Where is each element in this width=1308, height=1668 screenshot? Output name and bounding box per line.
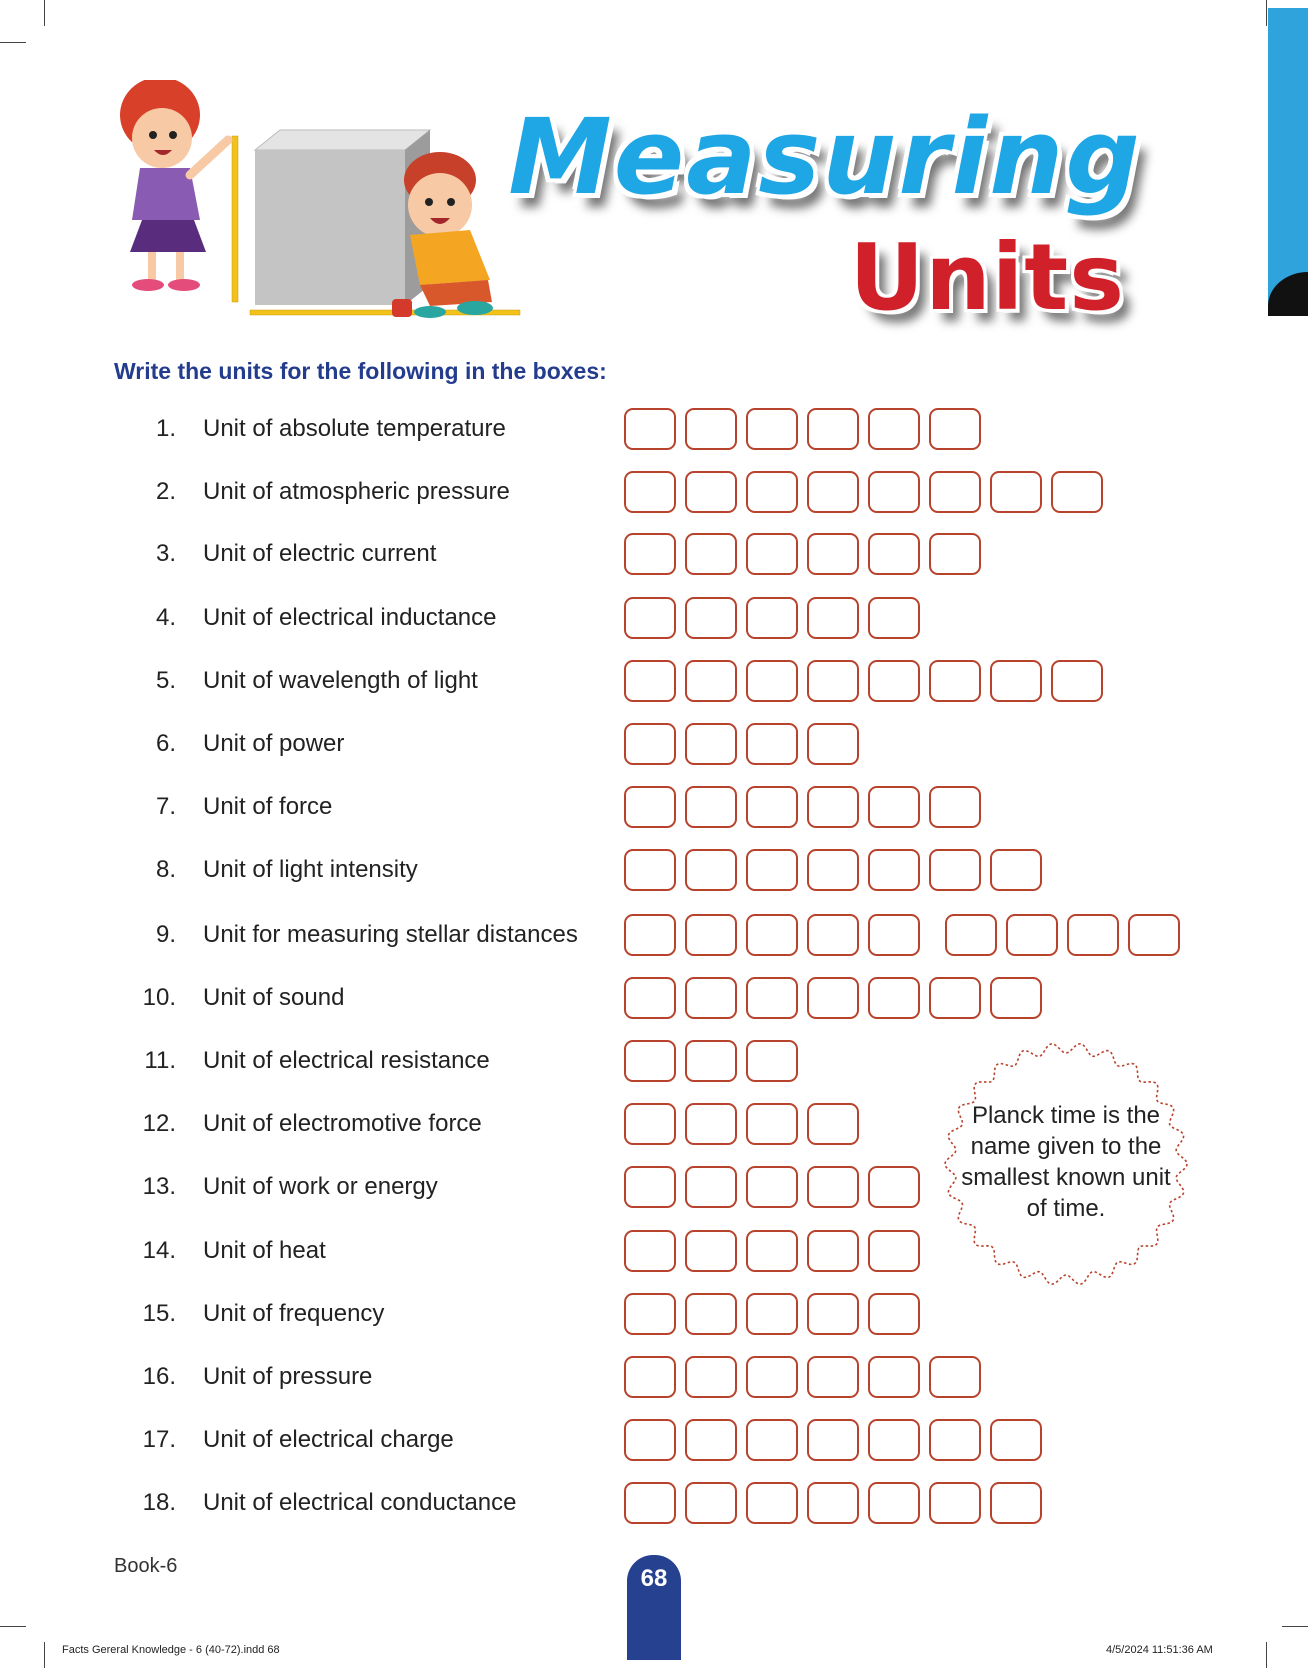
question-number: 8. (155, 856, 176, 883)
answer-letter-box[interactable] (868, 471, 920, 513)
answer-letter-box[interactable] (746, 914, 798, 956)
footer-book-label: Book-6 (114, 1555, 178, 1577)
answer-letter-box[interactable] (929, 660, 981, 702)
answer-letter-box[interactable] (990, 660, 1042, 702)
answer-letter-box[interactable] (807, 849, 859, 891)
answer-letter-box[interactable] (746, 723, 798, 765)
answer-letter-box[interactable] (685, 597, 737, 639)
answer-letter-box[interactable] (746, 786, 798, 828)
question-number: 17. (142, 1426, 176, 1453)
answer-letter-box[interactable] (624, 1482, 676, 1524)
kids-measuring-illustration (120, 80, 540, 330)
question-text: Unit of electromotive force (203, 1110, 482, 1137)
print-slug-file: Facts Gereral Knowledge - 6 (40-72).indd 68 (62, 1644, 280, 1656)
answer-letter-box[interactable] (929, 471, 981, 513)
answer-letter-box[interactable] (746, 977, 798, 1019)
answer-letter-box[interactable] (868, 533, 920, 575)
answer-letter-box[interactable] (685, 977, 737, 1019)
answer-letter-box[interactable] (807, 660, 859, 702)
answer-letter-box[interactable] (945, 914, 997, 956)
question-number: 12. (142, 1110, 176, 1137)
answer-letter-box[interactable] (685, 660, 737, 702)
answer-letter-box[interactable] (624, 471, 676, 513)
answer-letter-box[interactable] (746, 1166, 798, 1208)
answer-letter-box[interactable] (624, 597, 676, 639)
answer-letter-box[interactable] (868, 1482, 920, 1524)
answer-letter-box[interactable] (868, 597, 920, 639)
page-number-tab (627, 1555, 681, 1660)
answer-letter-box[interactable] (685, 849, 737, 891)
answer-letter-box[interactable] (807, 1482, 859, 1524)
question-text: Unit of sound (203, 984, 345, 1011)
answer-letter-box[interactable] (929, 533, 981, 575)
question-number: 18. (142, 1489, 176, 1516)
answer-letter-box[interactable] (807, 723, 859, 765)
answer-letter-box[interactable] (746, 533, 798, 575)
question-number: 15. (142, 1300, 176, 1327)
crop-mark (1282, 1626, 1308, 1627)
answer-letter-box[interactable] (807, 408, 859, 450)
question-text: Unit of electrical inductance (203, 604, 497, 631)
answer-letter-box[interactable] (807, 1356, 859, 1398)
question-row (0, 976, 1190, 1020)
answer-letter-box[interactable] (624, 977, 676, 1019)
answer-letter-box[interactable] (1051, 660, 1103, 702)
answer-letter-box[interactable] (624, 1166, 676, 1208)
question-number: 1. (155, 415, 176, 442)
answer-letter-box[interactable] (868, 1166, 920, 1208)
crop-mark (0, 42, 26, 43)
answer-letter-box[interactable] (990, 1482, 1042, 1524)
answer-letter-box[interactable] (1128, 914, 1180, 956)
answer-letter-box[interactable] (624, 1356, 676, 1398)
question-row (0, 848, 1190, 892)
answer-letter-box[interactable] (807, 1166, 859, 1208)
question-number: 5. (155, 667, 176, 694)
crop-mark (0, 1626, 26, 1627)
answer-letter-box[interactable] (807, 914, 859, 956)
answer-letter-box[interactable] (685, 1230, 737, 1272)
answer-letter-box[interactable] (685, 533, 737, 575)
answer-letter-box[interactable] (746, 1103, 798, 1145)
answer-letter-box[interactable] (685, 723, 737, 765)
answer-letter-box[interactable] (868, 786, 920, 828)
answer-letter-box[interactable] (990, 1419, 1042, 1461)
answer-letter-box[interactable] (685, 1356, 737, 1398)
answer-letter-box[interactable] (685, 1166, 737, 1208)
question-number: 10. (142, 984, 176, 1011)
answer-letter-box[interactable] (746, 471, 798, 513)
answer-letter-box[interactable] (807, 1103, 859, 1145)
question-text: Unit of electrical charge (203, 1426, 454, 1453)
answer-letter-box[interactable] (807, 533, 859, 575)
question-row (0, 659, 1190, 703)
answer-letter-box[interactable] (746, 1356, 798, 1398)
answer-letter-box[interactable] (929, 1356, 981, 1398)
answer-letter-box[interactable] (685, 786, 737, 828)
crop-mark (44, 1642, 45, 1668)
answer-letter-box[interactable] (929, 1419, 981, 1461)
answer-letter-box[interactable] (685, 1103, 737, 1145)
answer-letter-box[interactable] (624, 408, 676, 450)
fact-text: Planck time is the name given to the smallest known unit of time. (961, 1102, 1171, 1222)
answer-letter-box[interactable] (685, 1040, 737, 1082)
question-row (0, 470, 1190, 514)
answer-letter-box[interactable] (746, 849, 798, 891)
question-row (0, 913, 1190, 957)
answer-letter-box[interactable] (1006, 914, 1058, 956)
answer-letter-box[interactable] (929, 408, 981, 450)
answer-letter-box[interactable] (624, 1419, 676, 1461)
question-text: Unit of wavelength of light (203, 667, 478, 694)
crop-mark (44, 0, 45, 26)
question-text: Unit of light intensity (203, 856, 418, 883)
answer-letter-box[interactable] (685, 1482, 737, 1524)
question-text: Unit of force (203, 793, 333, 820)
answer-letter-box[interactable] (624, 660, 676, 702)
answer-letter-box[interactable] (624, 1103, 676, 1145)
answer-letter-box[interactable] (685, 1293, 737, 1335)
answer-letter-box[interactable] (807, 1230, 859, 1272)
question-row (0, 1292, 1190, 1336)
answer-letter-box[interactable] (624, 849, 676, 891)
question-row (0, 785, 1190, 829)
answer-letter-box[interactable] (746, 660, 798, 702)
answer-letter-box[interactable] (746, 408, 798, 450)
fact-bubble (938, 1036, 1194, 1292)
answer-letter-box[interactable] (685, 408, 737, 450)
answer-letter-box[interactable] (807, 1293, 859, 1335)
question-number: 2. (155, 478, 176, 505)
answer-letter-box[interactable] (868, 1230, 920, 1272)
answer-letter-box[interactable] (868, 1356, 920, 1398)
question-text: Unit of electrical conductance (203, 1489, 517, 1516)
question-number: 16. (142, 1363, 176, 1390)
question-number: 3. (155, 540, 176, 567)
answer-letter-box[interactable] (624, 1040, 676, 1082)
answer-letter-box[interactable] (624, 1230, 676, 1272)
answer-letter-box[interactable] (624, 786, 676, 828)
answer-letter-box[interactable] (624, 533, 676, 575)
answer-letter-box[interactable] (807, 1419, 859, 1461)
title-sub: Units (849, 224, 1125, 331)
answer-letter-box[interactable] (685, 914, 737, 956)
answer-letter-box[interactable] (929, 849, 981, 891)
answer-letter-box[interactable] (868, 914, 920, 956)
question-text: Unit of electric current (203, 540, 437, 567)
answer-letter-box[interactable] (868, 1419, 920, 1461)
question-number: 11. (144, 1047, 176, 1074)
question-row (0, 1481, 1190, 1525)
answer-letter-box[interactable] (868, 660, 920, 702)
answer-letter-box[interactable] (990, 849, 1042, 891)
answer-letter-box[interactable] (929, 1482, 981, 1524)
answer-letter-box[interactable] (624, 914, 676, 956)
question-number: 13. (142, 1173, 176, 1200)
answer-letter-box[interactable] (990, 471, 1042, 513)
question-text: Unit of frequency (203, 1300, 385, 1327)
question-number: 7. (155, 793, 176, 820)
question-text: Unit of absolute temperature (203, 415, 506, 442)
answer-letter-box[interactable] (685, 471, 737, 513)
answer-letter-box[interactable] (807, 977, 859, 1019)
page-number: 68 (640, 1565, 668, 1592)
answer-letter-box[interactable] (746, 1293, 798, 1335)
side-tab (1268, 8, 1308, 308)
answer-letter-box[interactable] (807, 597, 859, 639)
question-text: Unit of atmospheric pressure (203, 478, 510, 505)
answer-letter-box[interactable] (685, 1419, 737, 1461)
answer-letter-box[interactable] (868, 977, 920, 1019)
answer-letter-box[interactable] (746, 1230, 798, 1272)
answer-letter-box[interactable] (929, 786, 981, 828)
answer-letter-box[interactable] (929, 977, 981, 1019)
crop-mark (1266, 0, 1267, 26)
answer-letter-box[interactable] (1067, 914, 1119, 956)
answer-letter-box[interactable] (746, 597, 798, 639)
question-row (0, 1355, 1190, 1399)
answer-letter-box[interactable] (807, 786, 859, 828)
question-text: Unit of heat (203, 1237, 326, 1264)
question-row (0, 1418, 1190, 1462)
question-number: 4. (155, 604, 176, 631)
question-text: Unit of electrical resistance (203, 1047, 490, 1074)
answer-letter-box[interactable] (624, 723, 676, 765)
answer-letter-box[interactable] (990, 977, 1042, 1019)
answer-letter-box[interactable] (868, 408, 920, 450)
answer-letter-box[interactable] (1051, 471, 1103, 513)
question-number: 14. (142, 1237, 176, 1264)
question-text: Unit of power (203, 730, 345, 757)
instruction-text: Write the units for the following in the boxes: (114, 358, 607, 384)
question-row (0, 722, 1190, 766)
answer-letter-box[interactable] (746, 1482, 798, 1524)
print-slug-date: 4/5/2024 11:51:36 AM (1106, 1644, 1213, 1656)
answer-letter-box[interactable] (746, 1419, 798, 1461)
question-row (0, 596, 1190, 640)
answer-letter-box[interactable] (807, 471, 859, 513)
question-text: Unit for measuring stellar distances (203, 921, 578, 948)
answer-letter-box[interactable] (868, 1293, 920, 1335)
answer-letter-box[interactable] (624, 1293, 676, 1335)
crop-mark (1266, 1642, 1267, 1668)
answer-letter-box[interactable] (746, 1040, 798, 1082)
title-main: Measuring (508, 96, 1142, 218)
answer-letter-box[interactable] (868, 849, 920, 891)
question-text: Unit of work or energy (203, 1173, 438, 1200)
question-row (0, 532, 1190, 576)
question-text: Unit of pressure (203, 1363, 373, 1390)
question-number: 9. (155, 921, 176, 948)
page-title (505, 96, 1145, 366)
question-number: 6. (155, 730, 176, 757)
question-row (0, 407, 1190, 451)
